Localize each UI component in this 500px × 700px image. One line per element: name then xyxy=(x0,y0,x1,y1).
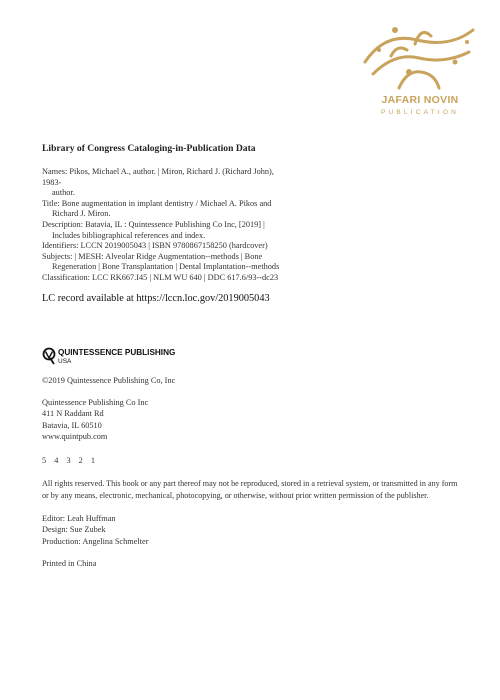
publisher-address xyxy=(42,397,148,443)
address-line: Quintessence Publishing Co Inc xyxy=(42,398,149,407)
cip-line: Names: Pikos, Michael A., author. | Miron, Richard J. (Richard John), xyxy=(42,167,274,176)
address-line: Batavia, IL 60510 xyxy=(42,420,102,430)
quintessence-country: USA xyxy=(58,358,72,365)
cip-line: 1983- xyxy=(42,177,62,187)
cip-data-block xyxy=(42,167,312,284)
printed-in-line: Printed in China xyxy=(42,559,97,568)
address-line: www.quintpub.com xyxy=(42,432,108,442)
cip-line: Identifiers: LCCN 2019005043 | ISBN 9780867158250 (hardcover) xyxy=(42,241,268,251)
copyright-line: ©2019 Quintessence Publishing Co, Inc xyxy=(42,376,176,385)
cip-line: Richard J. Miron. xyxy=(52,209,111,219)
cip-line: Includes bibliographical references and index. xyxy=(52,230,206,240)
address-line: 411 N Raddant Rd xyxy=(42,409,104,419)
rights-statement: All rights reserved. This book or any part thereof may not be reproduced, stored in a retrieval system, or transmitted in any form or by any means, electronic, mechanical, photocopying, or otherwise, without prior written permission of the publisher. xyxy=(42,479,458,500)
credit-line: Design: Sue Zubek xyxy=(42,525,106,535)
publisher-logo-subtitle: PUBLICATION xyxy=(380,109,460,116)
cip-line: Title: Bone augmentation in implant dentistry / Michael A. Pikos and xyxy=(42,198,272,208)
ornament-icon xyxy=(355,22,485,94)
quintessence-logo xyxy=(42,347,242,367)
lc-record-line: LC record available at https://lccn.loc.gov/2019005043 xyxy=(42,293,270,304)
printing-line: 5 4 3 2 1 xyxy=(42,456,96,465)
cip-line: Description: Batavia, IL : Quintessence Publishing Co Inc, [2019] | xyxy=(42,219,265,229)
publisher-logo-name: JAFARI NOVIN xyxy=(381,94,459,106)
credit-line: Editor: Leah Huffman xyxy=(42,514,116,523)
credit-line: Production: Angelina Schmelter xyxy=(42,536,149,546)
cip-heading: Library of Congress Cataloging-in-Publication Data xyxy=(42,143,256,154)
quintessence-mark-icon xyxy=(42,347,56,365)
cip-line: Regeneration | Bone Transplantation | Dental Implantation--methods xyxy=(52,262,280,272)
publisher-logo xyxy=(355,22,485,122)
credits xyxy=(42,513,148,547)
quintessence-name: QUINTESSENCE PUBLISHING xyxy=(58,348,176,357)
cip-line: author. xyxy=(52,188,75,198)
cip-line: Classification: LCC RK667.I45 | NLM WU 640 | DDC 617.6/93--dc23 xyxy=(42,272,279,282)
cip-line: Subjects: | MESH: Alveolar Ridge Augmentation--methods | Bone xyxy=(42,251,263,261)
